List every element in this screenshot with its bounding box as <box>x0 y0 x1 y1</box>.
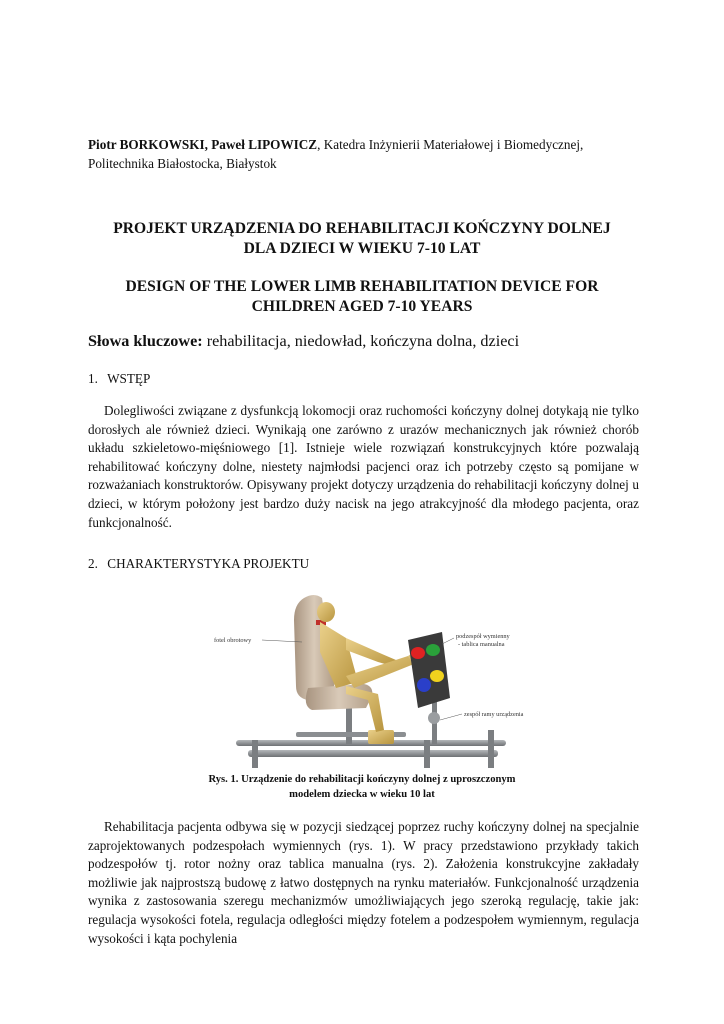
title-english-line2: CHILDREN AGED 7-10 YEARS <box>251 298 473 315</box>
section-paragraph-2: Rehabilitacja pacjenta odbywa się w pozycji siedzącej poprzez ruchy kończyny dolnej na specjalnie zaprojektowanych podzespołach wymiennych (rys. 1). W pracy przedstawiono przykłady takich podzespołów tj. rotor nożny oraz tablica manualna (rys. 2). Założenia konstrukcyjne zakładały możliwie jak najprostszą budowę z łatwo dostępnych na rynku materiałów. Funkcjonalność urządzenia wynika z zastosowania szeregu mechanizmów umożliwiających jego szeroką regulację, takie jak: regulacja wysokości fotela, regulacja odległości między fotelem a podzespołem wymiennym, regulacja wysokości i kąta pochylenia <box>88 819 639 946</box>
section-heading-1 <box>88 370 150 388</box>
dummy-head <box>317 602 335 622</box>
figure-caption-line1: Rys. 1. Urządzenie do rehabilitacji kończyny dolnej z uproszczonym <box>208 774 516 785</box>
panel-button-red <box>411 647 425 659</box>
figure-caption <box>160 773 564 802</box>
title-english-line1: DESIGN OF THE LOWER LIMB REHABILITATION DEVICE FOR <box>125 278 599 295</box>
panel-button-blue <box>417 678 431 692</box>
label-swivel-chair: fotel obrotowy <box>214 637 252 644</box>
leader-panel <box>442 638 454 644</box>
section-number-1: 1. <box>88 371 98 386</box>
label-panel-line1: podzespół wymienny <box>456 633 510 640</box>
title-english <box>88 277 636 317</box>
section-number-2: 2. <box>88 556 98 571</box>
figure-rehabilitation-device <box>196 590 552 772</box>
author-affiliation: , Katedra Inżynierii Materiałowej i Biomedycznej, <box>317 137 584 152</box>
author-institution: Politechnika Białostocka, Białystok <box>88 156 277 171</box>
title-polish-line1: PROJEKT URZĄDZENIA DO REHABILITACJI KOŃCZYNY DOLNEJ <box>113 220 611 237</box>
adjust-knob <box>428 712 440 724</box>
keywords-label: Słowa kluczowe: <box>88 332 203 350</box>
keywords-value: rehabilitacja, niedowład, kończyna dolna, dzieci <box>202 332 520 350</box>
child-model <box>317 602 426 732</box>
frame-leg-middle <box>424 740 430 768</box>
section-paragraph-1: Dolegliwości związane z dysfunkcją lokomocji oraz ruchomości kończyny dolnej dotykają nie tylko dorosłych ale również dzieci. Wynikają one zarówno z urazów mechanicznych jak również chorób układu szkieletowo-mięśniowego [1]. Istnieje wiele rozwiązań konstrukcyjnych które pozwalają rehabilitować kończyny dolne, niestety najmłodsi pacjenci oraz ich potrzeby często są pomijane w rozważaniach konstruktorów. Opisywany projekt dotyczy urządzenia do rehabilitacji kończyny dolnej u dzieci, w którym położony jest bardzo duży nacisk na jego atrakcyjność dla młodego pacjenta, oraz funkcjonalność. <box>88 403 639 530</box>
frame-leg-left <box>252 740 258 768</box>
chair-column <box>346 708 352 744</box>
keywords <box>88 331 648 351</box>
section-title-2: CHARAKTERYSTYKA PROJEKTU <box>107 556 310 571</box>
section-heading-2 <box>88 555 309 573</box>
frame-rail-front <box>248 750 498 757</box>
figure-caption-line2: modelem dziecka w wieku 10 lat <box>289 788 435 800</box>
label-frame: zespół ramy urządzenia <box>464 711 524 718</box>
author-block <box>88 135 640 173</box>
title-polish <box>88 219 636 259</box>
frame-leg-right <box>488 730 494 768</box>
title-polish-line2: DLA DZIECI W WIEKU 7-10 LAT <box>243 240 481 257</box>
panel-button-green <box>426 644 440 656</box>
leader-frame <box>440 714 462 720</box>
label-panel-line2: - tablica manualna <box>458 641 505 648</box>
panel-button-yellow <box>430 670 444 682</box>
author-names: Piotr BORKOWSKI, Paweł LIPOWICZ <box>88 137 318 152</box>
foot-platform <box>368 730 394 744</box>
section-title-1: WSTĘP <box>107 371 151 386</box>
dummy-arm <box>346 638 396 666</box>
